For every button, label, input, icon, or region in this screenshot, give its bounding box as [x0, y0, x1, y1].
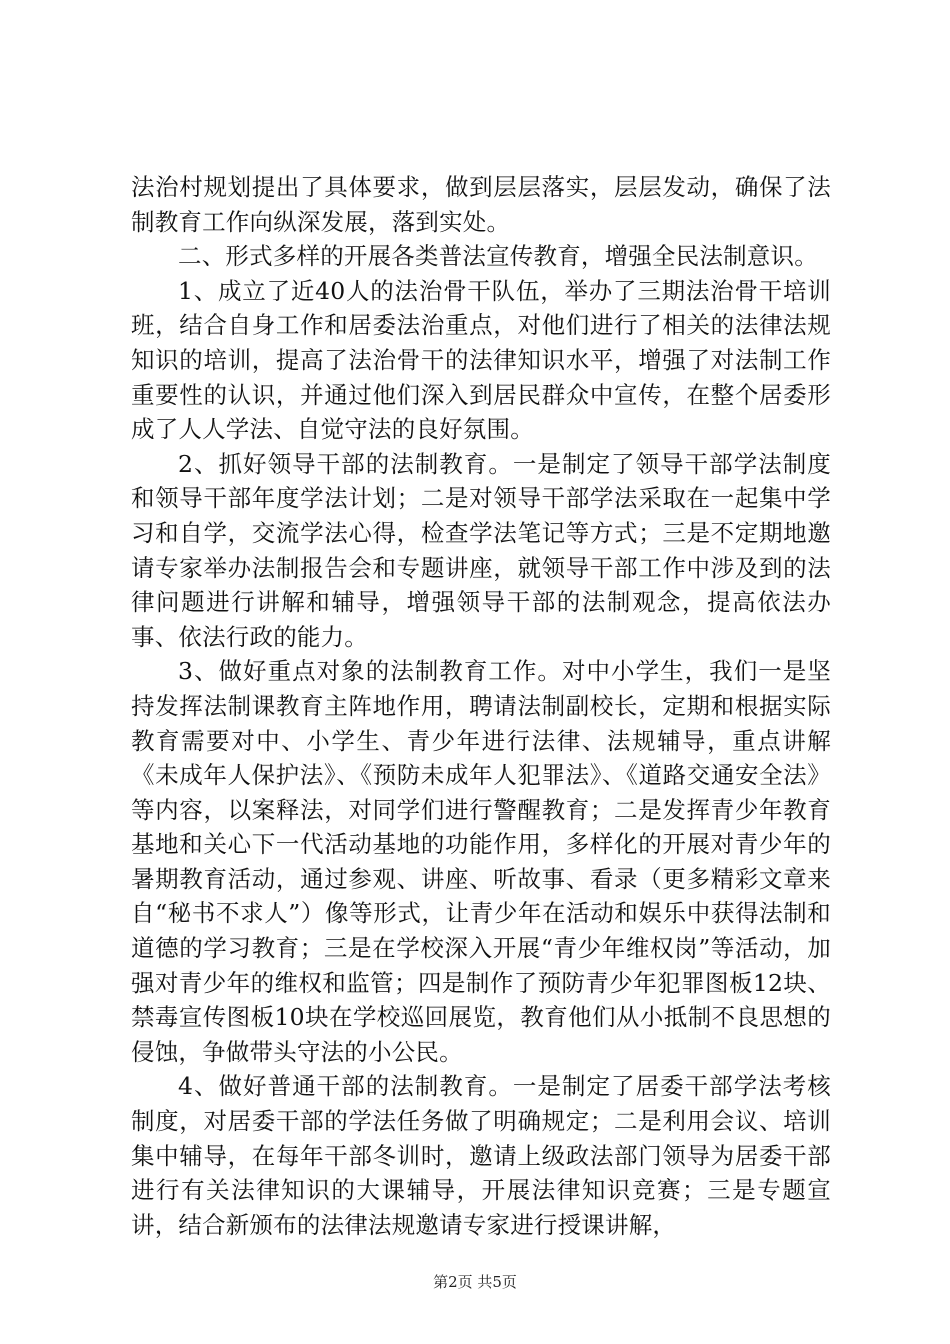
paragraph-item-4: 4、做好普通干部的法制教育。一是制定了居委干部学法考核制度，对居委干部的学法任务做了明确规定；二是利用会议、培训集中辅导，在每年干部冬训时，邀请上级政法部门领导为居委干部进行有关法律知识的大课辅导，开展法律知识竞赛；三是专题宣讲，结合新颁布的法律法规邀请专家进行授课讲解，	[131, 1072, 831, 1239]
document-body	[131, 170, 831, 1242]
paragraph-continuation: 法治村规划提出了具体要求，做到层层落实，层层发动，确保了法制教育工作向纵深发展，落到实处。	[131, 173, 831, 236]
section-heading: 二、形式多样的开展各类普法宣传教育，增强全民法制意识。	[178, 242, 818, 271]
paragraph-item-2: 2、抓好领导干部的法制教育。一是制定了领导干部学法制度和领导干部年度学法计划；二是对领导干部学法采取在一起集中学习和自学，交流学法心得，检查学法笔记等方式；三是不定期地邀请专家举办法制报告会和专题讲座，就领导干部工作中涉及到的法律问题进行讲解和辅导，增强领导干部的法制观念，提高依法办事、依法行政的能力。	[131, 449, 831, 651]
page-number-footer: 第2页 共5页	[433, 1273, 517, 1291]
paragraph-item-1: 1、成立了近40人的法治骨干队伍，举办了三期法治骨干培训班，结合自身工作和居委法治重点，对他们进行了相关的法律法规知识的培训，提高了法治骨干的法律知识水平，增强了对法制工作重要性的认识，并通过他们深入到居民群众中宣传，在整个居委形成了人人学法、自觉守法的良好氛围。	[131, 276, 831, 444]
paragraph-item-3: 3、做好重点对象的法制教育工作。对中小学生，我们一是坚持发挥法制课教育主阵地作用，聘请法制副校长，定期和根据实际教育需要对中、小学生、青少年进行法律、法规辅导，重点讲解《未成年人保护法》、《预防未成年人犯罪法》、《道路交通安全法》等内容，以案释法，对同学们进行警醒教育；二是发挥青少年教育基地和关心下一代活动基地的功能作用，多样化的开展对青少年的暑期教育活动，通过参观、讲座、听故事、看录（更多精彩文章来自“秘书不求人”）像等形式，让青少年在活动和娱乐中获得法制和道德的学习教育；三是在学校深入开展“青少年维权岗”等活动，加强对青少年的维权和监管；四是制作了预防青少年犯罪图板12块、禁毒宣传图板10块在学校巡回展览，教育他们从小抵制不良思想的侵蚀，争做带头守法的小公民。	[131, 657, 831, 1066]
